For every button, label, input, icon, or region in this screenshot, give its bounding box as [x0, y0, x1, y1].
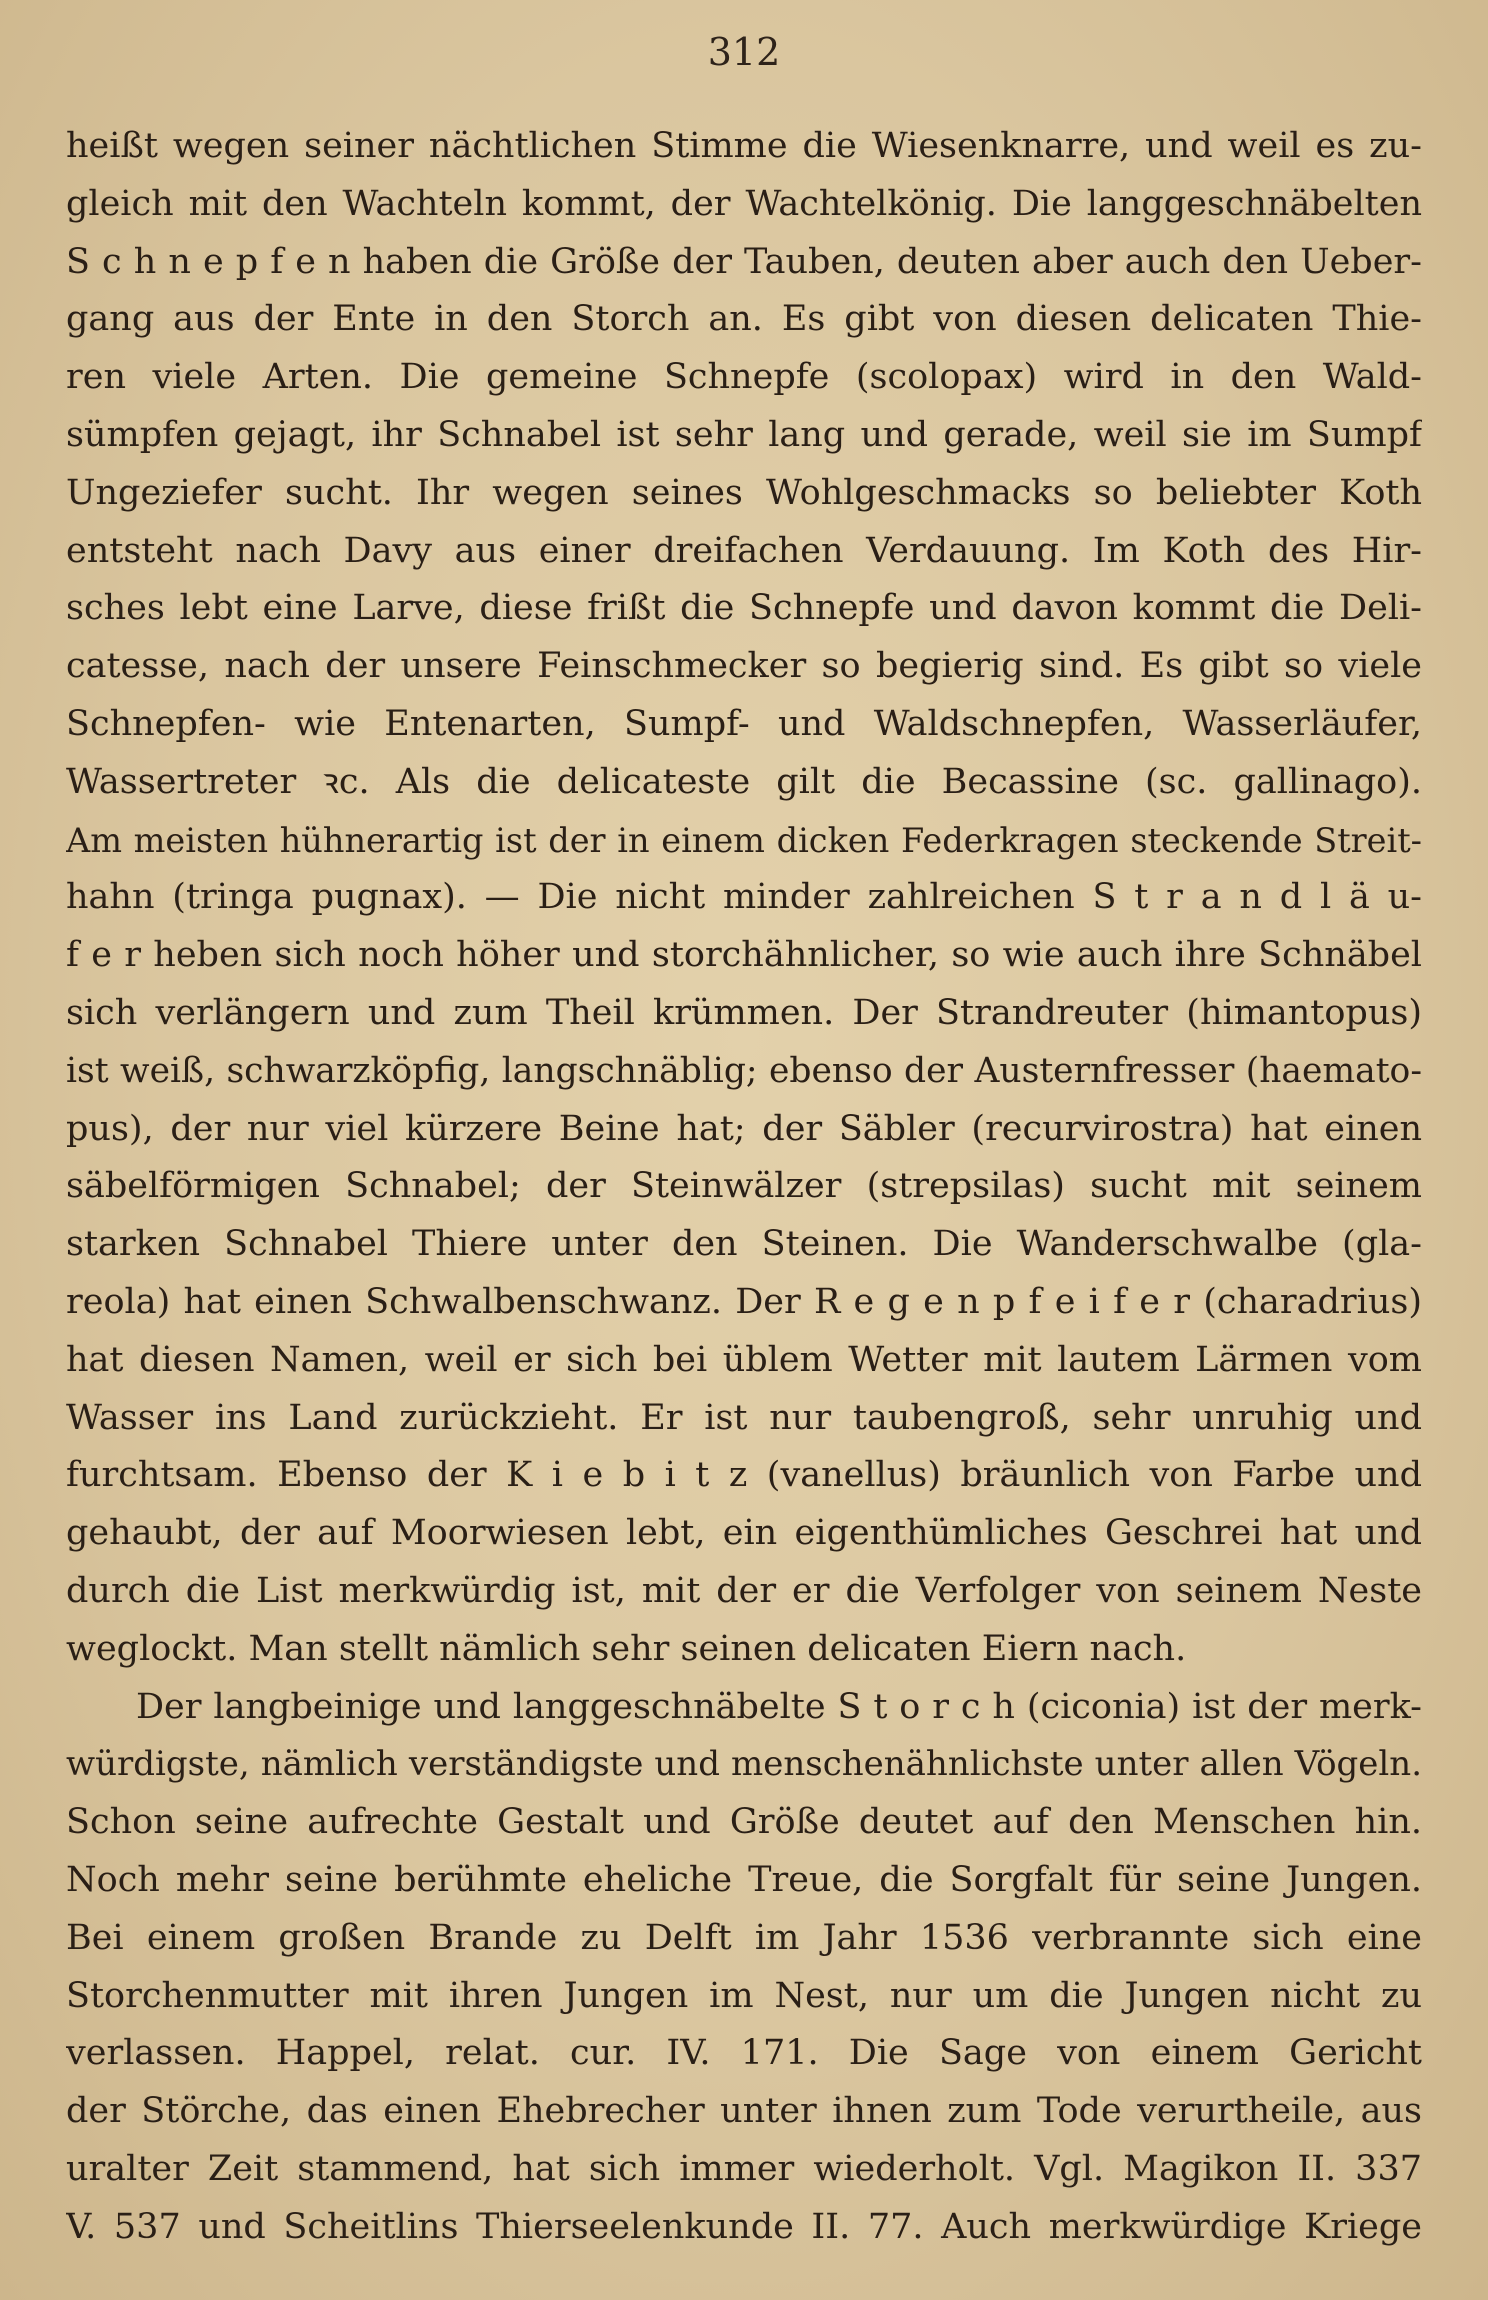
text-line: säbelförmigen Schnabel; der Steinwälzer (strepsilas) sucht mit seinem	[66, 1166, 1422, 1207]
text-line: hahn (tringa pugnax). — Die nicht minder zahlreichen S t r a n d l ä u-	[66, 877, 1422, 918]
text-line: Am meisten hühnerartig ist der in einem dicken Federkragen steckende Streit-	[66, 820, 1422, 860]
text-line: Schon seine aufrechte Gestalt und Größe deutet auf den Menschen hin.	[66, 1802, 1422, 1843]
text-line: V. 537 und Scheitlins Thierseelenkunde II. 77. Auch merkwürdige Kriege	[66, 2206, 1422, 2247]
text-line: Ungeziefer sucht. Ihr wegen seines Wohlgeschmacks so beliebter Koth	[66, 472, 1422, 513]
text-line: S c h n e p f e n haben die Größe der Tauben, deuten aber auch den Ueber-	[66, 241, 1422, 282]
text-line: reola) hat einen Schwalbenschwanz. Der R e g e n p f e i f e r (charadrius)	[66, 1281, 1422, 1322]
text-line: würdigste, nämlich verständigste und menschenähnlichste unter allen Vögeln.	[66, 1744, 1422, 1785]
text-line: heißt wegen seiner nächtlichen Stimme die Wiesenknarre, und weil es zu-	[66, 126, 1422, 166]
text-line: Noch mehr seine berühmte eheliche Treue, die Sorgfalt für seine Jungen.	[66, 1859, 1422, 1900]
paragraph-1	[66, 118, 1422, 1679]
text-line: ren viele Arten. Die gemeine Schnepfe (scolopax) wird in den Wald-	[66, 357, 1422, 398]
text-line: sümpfen gejagt, ihr Schnabel ist sehr lang und gerade, weil sie im Sumpf	[66, 414, 1422, 455]
text-line: pus), der nur viel kürzere Beine hat; der Säbler (recurvirostra) hat einen	[66, 1108, 1422, 1149]
text-line: durch die List merkwürdig ist, mit der er die Verfolger von seinem Neste	[66, 1570, 1422, 1611]
text-line: f e r heben sich noch höher und storchähnlicher, so wie auch ihre Schnäbel	[66, 935, 1422, 976]
text-line: sich verlängern und zum Theil krümmen. Der Strandreuter (himantopus)	[66, 992, 1422, 1033]
page-body	[66, 118, 1422, 2256]
text-line: der Störche, das einen Ehebrecher unter ihnen zum Tode verurtheile, aus	[66, 2091, 1422, 2132]
text-line: Wasser ins Land zurückzieht. Er ist nur taubengroß, sehr unruhig und	[66, 1397, 1422, 1438]
text-line: gang aus der Ente in den Storch an. Es gibt von diesen delicaten Thie-	[66, 299, 1422, 340]
paragraph-2	[66, 1679, 1422, 2257]
text-line: Schnepfen- wie Entenarten, Sumpf- und Waldschnepfen, Wasserläufer,	[66, 703, 1422, 744]
text-line: Storchenmutter mit ihren Jungen im Nest, nur um die Jungen nicht zu	[66, 1975, 1422, 2016]
text-line: starken Schnabel Thiere unter den Steinen. Die Wanderschwalbe (gla-	[66, 1224, 1422, 1265]
text-line: gleich mit den Wachteln kommt, der Wachtelkönig. Die langgeschnäbelten	[66, 183, 1422, 224]
text-line: hat diesen Namen, weil er sich bei üblem Wetter mit lautem Lärmen vom	[66, 1339, 1422, 1380]
text-line: Bei einem großen Brande zu Delft im Jahr 1536 verbrannte sich eine	[66, 1917, 1422, 1958]
text-line: weglockt. Man stellt nämlich sehr seinen delicaten Eiern nach.	[66, 1628, 1187, 1669]
text-line: ist weiß, schwarzköpfig, langschnäblig; ebenso der Austernfresser (haemato-	[66, 1050, 1422, 1091]
page-number: 312	[707, 30, 781, 74]
text-line: sches lebt eine Larve, diese frißt die Schnepfe und davon kommt die Deli-	[66, 588, 1422, 629]
text-line: gehaubt, der auf Moorwiesen lebt, ein eigenthümliches Geschrei hat und	[66, 1513, 1422, 1554]
text-line: uralter Zeit stammend, hat sich immer wiederholt. Vgl. Magikon II. 337	[66, 2148, 1422, 2189]
text-line: verlassen. Happel, relat. cur. IV. 171. Die Sage von einem Gericht	[66, 2033, 1422, 2074]
text-line: Der langbeinige und langgeschnäbelte S t o r c h (ciconia) ist der merk-	[136, 1686, 1422, 1727]
text-line: catesse, nach der unsere Feinschmecker so begierig sind. Es gibt so viele	[66, 646, 1422, 687]
text-line: entsteht nach Davy aus einer dreifachen Verdauung. Im Koth des Hir-	[66, 530, 1422, 571]
text-line: furchtsam. Ebenso der K i e b i t z (vanellus) bräunlich von Farbe und	[66, 1455, 1422, 1496]
text-line: Wassertreter ꝛc. Als die delicateste gilt die Becassine (sc. gallinago).	[66, 761, 1422, 802]
